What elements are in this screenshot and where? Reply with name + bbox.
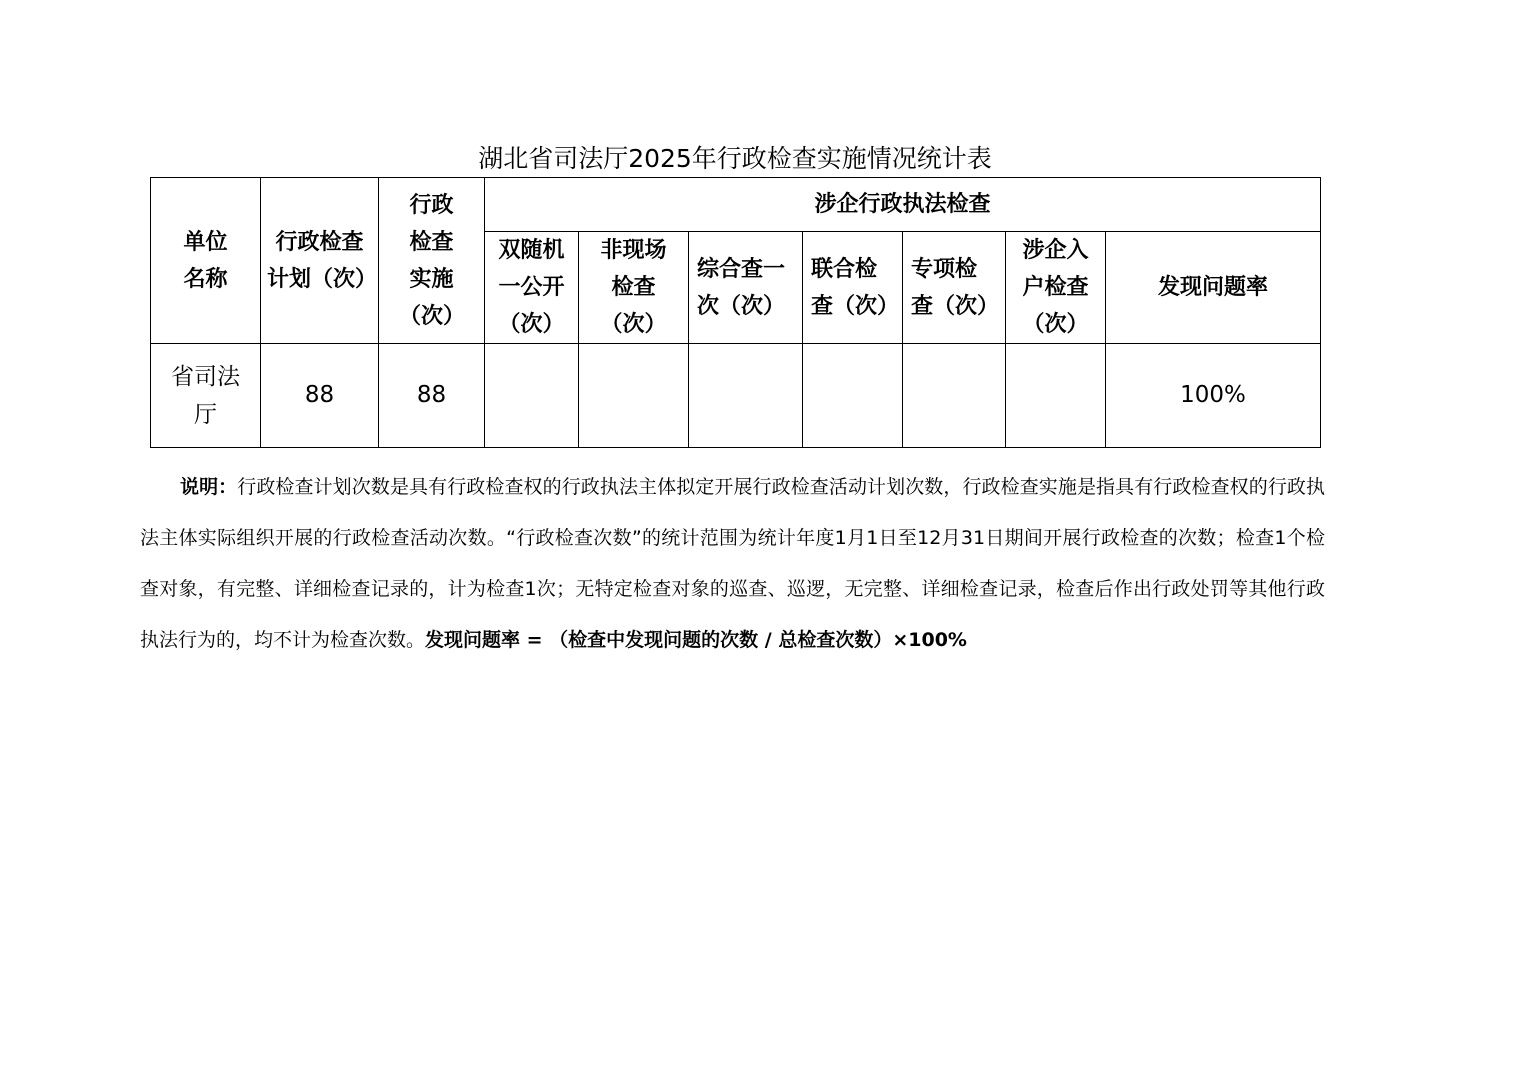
cell-implement: 88 bbox=[379, 344, 485, 448]
header-comprehensive: 综合查一次（次） bbox=[689, 232, 803, 344]
header-problem-rate: 发现问题率 bbox=[1106, 232, 1321, 344]
cell-offsite bbox=[579, 344, 689, 448]
header-implement: 行政检查实施（次） bbox=[379, 178, 485, 344]
header-special: 专项检查（次） bbox=[903, 232, 1006, 344]
header-joint: 联合检查（次） bbox=[803, 232, 903, 344]
header-enterprise-group: 涉企行政执法检查 bbox=[485, 178, 1321, 232]
explanation-note bbox=[140, 462, 1325, 666]
cell-joint bbox=[803, 344, 903, 448]
cell-special bbox=[903, 344, 1006, 448]
cell-unit-name: 省司法厅 bbox=[151, 344, 261, 448]
note-label: 说明： bbox=[180, 476, 238, 498]
header-double-random: 双随机一公开（次） bbox=[485, 232, 579, 344]
note-body: 行政检查计划次数是具有行政检查权的行政执法主体拟定开展行政检查活动计划次数，行政检查实施是指具有行政检查权的行政执法主体实际组织开展的行政检查活动次数。“行政检查次数”的统计范围为统计年度1月1日至12月31日期间开展行政检查的次数；检查1个检查对象，有完整、详细检查记录的，计为检查1次；无特定检查对象的巡查、巡逻，无完整、详细检查记录，检查后作出行政处罚等其他行政执法行为的，均不计为检查次数。 bbox=[140, 476, 1325, 651]
header-on-site: 涉企入户检查（次） bbox=[1006, 232, 1106, 344]
cell-double-random bbox=[485, 344, 579, 448]
statistics-table bbox=[150, 177, 1321, 448]
note-formula: 发现问题率 = （检查中发现问题的次数 / 总检查次数）×100% bbox=[425, 629, 967, 651]
cell-on-site bbox=[1006, 344, 1106, 448]
cell-comprehensive bbox=[689, 344, 803, 448]
cell-plan: 88 bbox=[261, 344, 379, 448]
cell-problem-rate: 100% bbox=[1106, 344, 1321, 448]
table-row bbox=[151, 344, 1321, 448]
header-unit-name: 单位名称 bbox=[151, 178, 261, 344]
page-title: 湖北省司法厅2025年行政检查实施情况统计表 bbox=[478, 144, 992, 173]
header-offsite: 非现场检查（次） bbox=[579, 232, 689, 344]
header-plan: 行政检查计划（次） bbox=[261, 178, 379, 344]
